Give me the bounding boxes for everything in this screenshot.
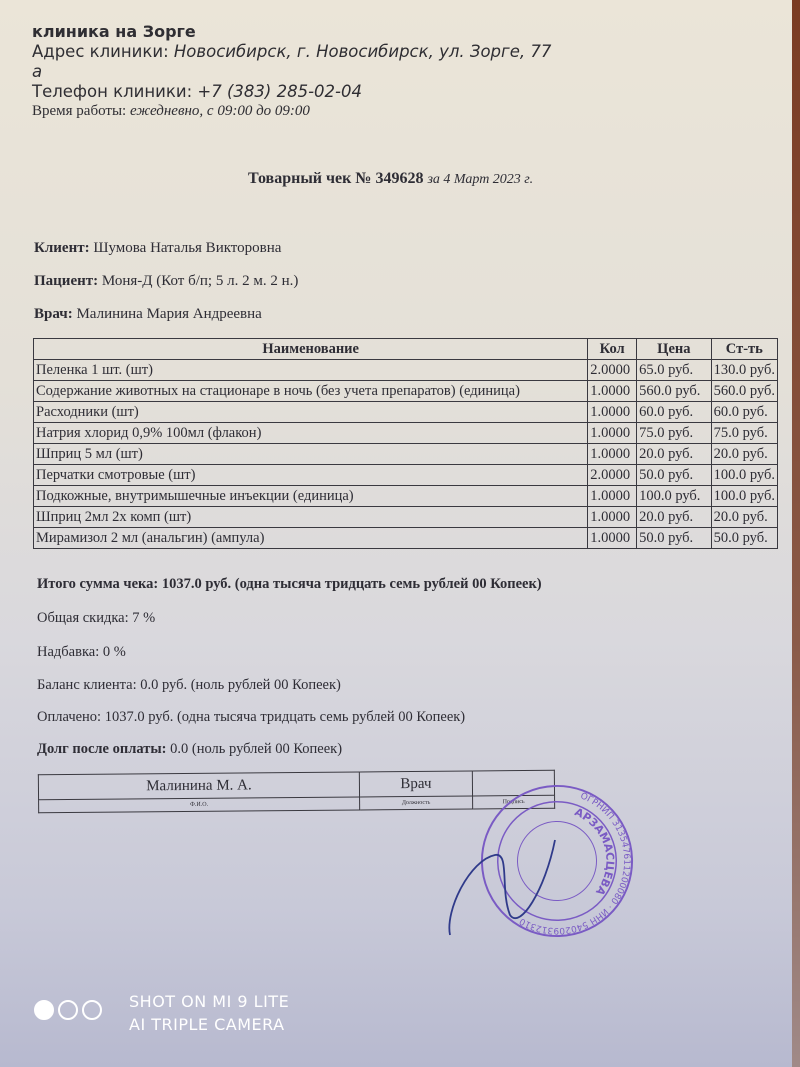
item-price: 20.0 руб. bbox=[637, 444, 712, 465]
header-name: Наименование bbox=[34, 339, 588, 360]
table-row bbox=[34, 402, 778, 423]
items-table bbox=[33, 338, 778, 549]
debt-value: 0.0 (ноль рублей 00 Копеек) bbox=[170, 741, 343, 757]
item-name: Натрия хлорид 0,9% 100мл (флакон) bbox=[34, 423, 588, 444]
camera-dots-icon bbox=[34, 1000, 102, 1020]
item-qty: 1.0000 bbox=[588, 528, 637, 549]
page-edge-background bbox=[792, 0, 800, 1067]
paid-amount: Оплачено: 1037.0 руб. (одна тысяча тридцать семь рублей 00 Копеек) bbox=[37, 709, 466, 725]
item-price: 50.0 руб. bbox=[637, 528, 712, 549]
client-line bbox=[34, 240, 281, 257]
item-qty: 1.0000 bbox=[588, 444, 637, 465]
item-sum: 560.0 руб. bbox=[711, 381, 777, 402]
header-price: Цена bbox=[637, 339, 712, 360]
phone-value: +7 (383) 285-02-04 bbox=[197, 82, 362, 101]
item-qty: 1.0000 bbox=[588, 381, 637, 402]
dot-icon bbox=[58, 1000, 78, 1020]
markup: Надбавка: 0 % bbox=[37, 644, 126, 660]
item-name: Пеленка 1 шт. (шт) bbox=[34, 360, 588, 381]
item-price: 20.0 руб. bbox=[637, 507, 712, 528]
total-sum bbox=[37, 576, 542, 593]
watermark-line1: SHOT ON MI 9 LITE bbox=[129, 992, 290, 1011]
hours-label: Время работы: bbox=[32, 103, 127, 119]
table-row bbox=[34, 444, 778, 465]
clinic-hours bbox=[32, 102, 551, 120]
patient-label: Пациент: bbox=[34, 273, 99, 289]
item-qty: 1.0000 bbox=[588, 423, 637, 444]
clinic-name: клиника на Зорге bbox=[32, 22, 196, 41]
address-continuation bbox=[32, 62, 551, 82]
clinic-address bbox=[32, 42, 551, 62]
table-header-row bbox=[34, 339, 778, 360]
item-sum: 75.0 руб. bbox=[711, 423, 777, 444]
signer-name: Малинина М. А. bbox=[38, 772, 359, 800]
item-qty: 2.0000 bbox=[588, 360, 637, 381]
item-name: Содержание животных на стационаре в ночь (без учета препаратов) (единица) bbox=[34, 381, 588, 402]
signature-caption: Подпись bbox=[473, 795, 555, 809]
stamp-name-text: АРЗАМАСЦЕВА bbox=[572, 805, 617, 898]
receipt-number: Товарный чек № 349628 bbox=[248, 170, 424, 187]
handwritten-signature bbox=[440, 830, 560, 940]
patient-line bbox=[34, 273, 298, 290]
item-name: Шприц 2мл 2х комп (шт) bbox=[34, 507, 588, 528]
name-caption: Ф.И.О. bbox=[39, 797, 360, 813]
phone-label: Телефон клиники: bbox=[32, 82, 193, 101]
item-sum: 20.0 руб. bbox=[711, 444, 777, 465]
table-row bbox=[34, 528, 778, 549]
table-row bbox=[34, 381, 778, 402]
address-value: Новосибирск, г. Новосибирск, ул. Зорге, 77 bbox=[173, 42, 552, 61]
table-row bbox=[34, 465, 778, 486]
stamp-outer-text: ОГРНИП 313547611200080 · ИНН 540209312310 bbox=[517, 791, 632, 936]
item-price: 560.0 руб. bbox=[637, 381, 712, 402]
signer-position: Врач bbox=[359, 771, 472, 797]
item-price: 100.0 руб. bbox=[637, 486, 712, 507]
item-qty: 1.0000 bbox=[588, 402, 637, 423]
item-sum: 130.0 руб. bbox=[711, 360, 777, 381]
receipt-title bbox=[248, 170, 533, 188]
table-row bbox=[34, 507, 778, 528]
item-price: 75.0 руб. bbox=[637, 423, 712, 444]
doctor-line bbox=[34, 306, 262, 323]
hours-value: ежедневно, с 09:00 до 09:00 bbox=[129, 103, 310, 119]
clinic-phone bbox=[32, 82, 551, 102]
item-qty: 2.0000 bbox=[588, 465, 637, 486]
address-label: Адрес клиники: bbox=[32, 42, 169, 61]
item-price: 60.0 руб. bbox=[637, 402, 712, 423]
table-row bbox=[34, 423, 778, 444]
table-row bbox=[34, 360, 778, 381]
client-label: Клиент: bbox=[34, 240, 90, 256]
client-balance: Баланс клиента: 0.0 руб. (ноль рублей 00 Копеек) bbox=[37, 677, 341, 693]
item-name: Подкожные, внутримышечные инъекции (единица) bbox=[34, 486, 588, 507]
watermark-text bbox=[129, 990, 289, 1036]
table-row bbox=[34, 486, 778, 507]
item-sum: 60.0 руб. bbox=[711, 402, 777, 423]
debt-label: Долг после оплаты: bbox=[37, 741, 167, 757]
doctor-value: Малинина Мария Андреевна bbox=[76, 306, 262, 322]
item-qty: 1.0000 bbox=[588, 507, 637, 528]
item-sum: 50.0 руб. bbox=[711, 528, 777, 549]
receipt-date: за 4 Март 2023 г. bbox=[427, 172, 534, 187]
doctor-label: Врач: bbox=[34, 306, 73, 322]
watermark-line2: AI TRIPLE CAMERA bbox=[129, 1015, 285, 1034]
dot-icon bbox=[82, 1000, 102, 1020]
dot-icon bbox=[34, 1000, 54, 1020]
discount: Общая скидка: 7 % bbox=[37, 610, 156, 626]
item-sum: 20.0 руб. bbox=[711, 507, 777, 528]
item-sum: 100.0 руб. bbox=[711, 465, 777, 486]
clinic-header bbox=[32, 22, 551, 120]
item-price: 65.0 руб. bbox=[637, 360, 712, 381]
signature-stroke bbox=[449, 840, 555, 935]
header-qty: Кол bbox=[588, 339, 637, 360]
item-name: Перчатки смотровые (шт) bbox=[34, 465, 588, 486]
position-caption: Должность bbox=[360, 796, 473, 810]
header-sum: Ст-ть bbox=[711, 339, 777, 360]
item-name: Расходники (шт) bbox=[34, 402, 588, 423]
client-value: Шумова Наталья Викторовна bbox=[93, 240, 282, 256]
item-name: Шприц 5 мл (шт) bbox=[34, 444, 588, 465]
debt-after-payment bbox=[37, 741, 342, 758]
item-price: 50.0 руб. bbox=[637, 465, 712, 486]
item-qty: 1.0000 bbox=[588, 486, 637, 507]
item-name: Мирамизол 2 мл (анальгин) (ампула) bbox=[34, 528, 588, 549]
item-sum: 100.0 руб. bbox=[711, 486, 777, 507]
address-cont: а bbox=[32, 62, 43, 81]
total-text: Итого сумма чека: 1037.0 руб. (одна тысяча тридцать семь рублей 00 Копеек) bbox=[37, 576, 542, 592]
patient-value: Моня-Д (Кот б/п; 5 л. 2 м. 2 н.) bbox=[101, 273, 299, 289]
